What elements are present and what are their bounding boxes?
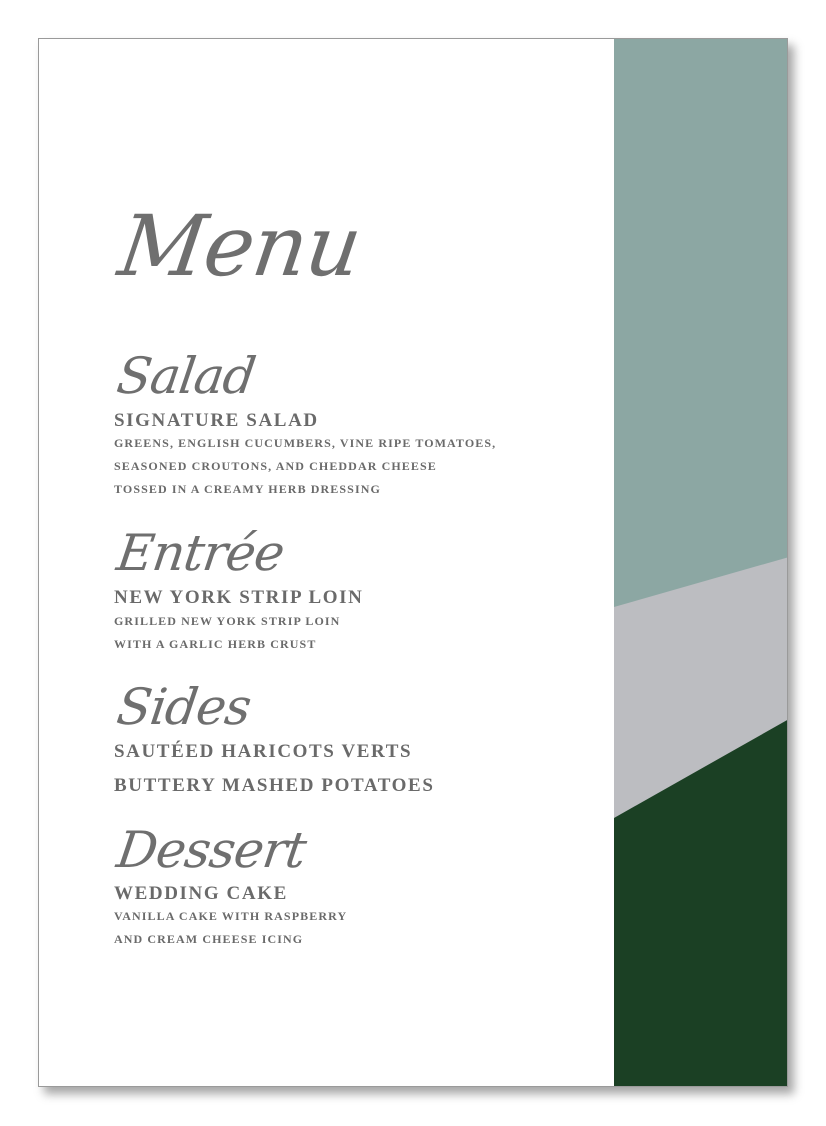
menu-title: Menu — [113, 197, 367, 295]
section-heading-sides: Sides — [113, 678, 255, 736]
item-description-line: TOSSED IN A CREAMY HERB DRESSING — [114, 482, 381, 496]
item-description-line: GRILLED NEW YORK STRIP LOIN — [114, 614, 341, 628]
item-name-sauteed-haricots-verts: SAUTÉED HARICOTS VERTS — [114, 741, 413, 762]
item-description-line: WITH A GARLIC HERB CRUST — [114, 637, 317, 651]
item-description-line: SEASONED CROUTONS, AND CHEDDAR CHEESE — [114, 459, 437, 473]
section-heading-salad: Salad — [113, 347, 259, 405]
item-name-signature-salad: SIGNATURE SALAD — [114, 410, 319, 431]
menu-card — [38, 38, 788, 1087]
item-name-new-york-strip-loin: NEW YORK STRIP LOIN — [114, 587, 364, 608]
item-name-wedding-cake: WEDDING CAKE — [114, 883, 288, 904]
section-heading-entree: Entrée — [113, 524, 288, 582]
item-description-line: GREENS, ENGLISH CUCUMBERS, VINE RIPE TOMATOES, — [114, 436, 497, 450]
item-description-line: VANILLA CAKE WITH RASPBERRY — [114, 909, 348, 923]
item-description-line: AND CREAM CHEESE ICING — [114, 932, 304, 946]
color-band-graphic — [614, 39, 788, 1087]
item-name-buttery-mashed-potatoes: BUTTERY MASHED POTATOES — [114, 775, 435, 796]
section-heading-dessert: Dessert — [113, 821, 310, 879]
decorative-color-band — [614, 39, 788, 1087]
